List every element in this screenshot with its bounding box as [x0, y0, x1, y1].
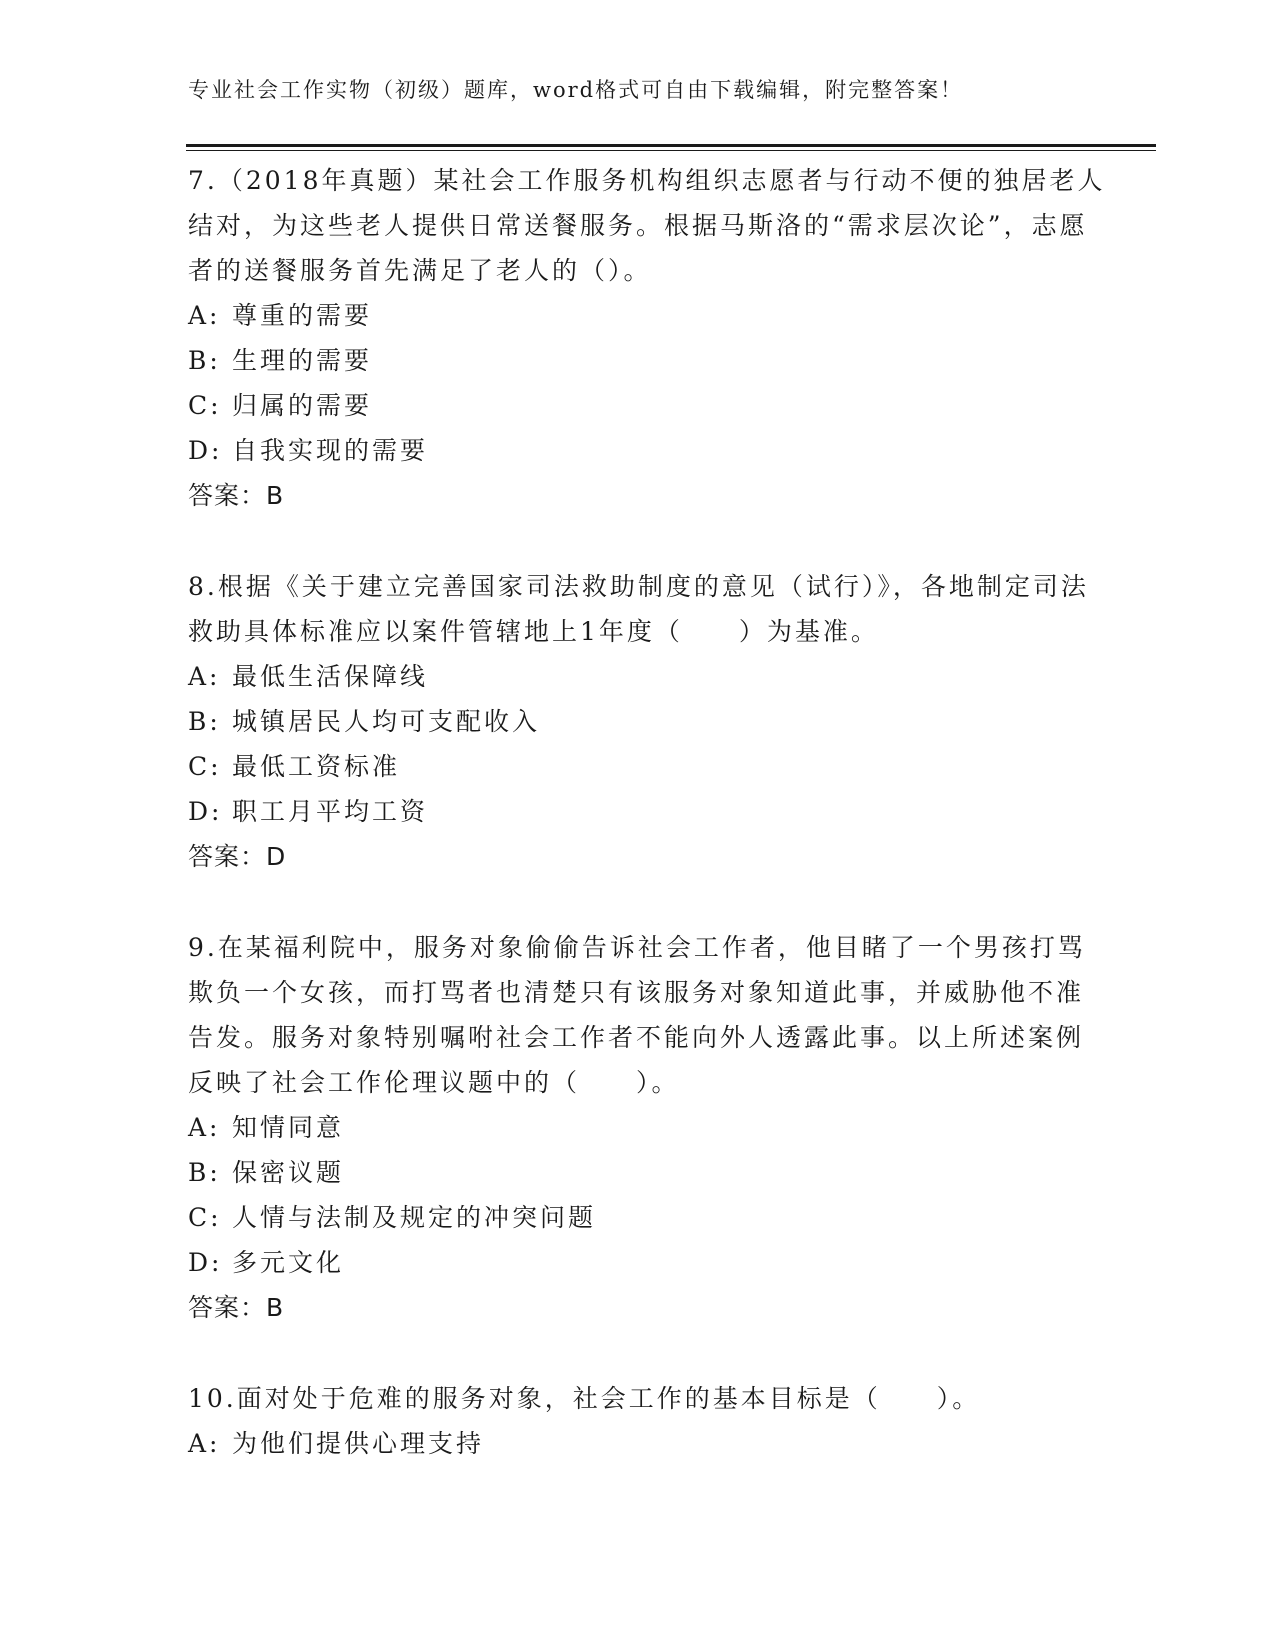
- question-8: [188, 564, 1108, 879]
- option-d: [188, 789, 1108, 834]
- option-text: 生理的需要: [232, 346, 373, 375]
- option-letter: A:: [188, 662, 221, 691]
- option-letter: A:: [188, 301, 221, 330]
- option-d: [188, 1240, 1108, 1285]
- option-text: 自我实现的需要: [232, 436, 429, 465]
- question-stem: 7.（2018年真题）某社会工作服务机构组织志愿者与行动不便的独居老人结对，为这些老人提供日常送餐服务。根据马斯洛的“需求层次论”，志愿者的送餐服务首先满足了老人的（）。: [188, 166, 1106, 285]
- header-rule-thick: [186, 144, 1156, 147]
- page-header: 专业社会工作实物（初级）题库，word格式可自由下载编辑，附完整答案！: [188, 78, 964, 102]
- question-7: [188, 158, 1108, 518]
- question-stem: 8.根据《关于建立完善国家司法救助制度的意见（试行）》，各地制定司法救助具体标准应以案件管辖地上1年度（ ）为基准。: [188, 572, 1089, 646]
- option-letter: D:: [188, 436, 223, 465]
- option-letter: C:: [188, 1203, 222, 1232]
- option-text: 城镇居民人均可支配收入: [232, 707, 541, 736]
- option-a: [188, 293, 1108, 338]
- option-letter: A:: [188, 1429, 221, 1458]
- option-text: 归属的需要: [232, 391, 373, 420]
- option-letter: B:: [188, 707, 221, 736]
- option-b: [188, 338, 1108, 383]
- answer-line: 答案：D: [188, 842, 287, 871]
- option-text: 最低生活保障线: [232, 662, 429, 691]
- option-text: 为他们提供心理支持: [232, 1429, 485, 1458]
- option-letter: C:: [188, 391, 222, 420]
- option-d: [188, 428, 1108, 473]
- option-b: [188, 699, 1108, 744]
- option-letter: B:: [188, 346, 221, 375]
- option-letter: C:: [188, 752, 222, 781]
- option-letter: B:: [188, 1158, 221, 1187]
- option-b: [188, 1150, 1108, 1195]
- answer-line: 答案：B: [188, 481, 285, 510]
- option-text: 多元文化: [232, 1248, 345, 1277]
- option-a: [188, 1105, 1108, 1150]
- option-text: 最低工资标准: [232, 752, 401, 781]
- option-text: 人情与法制及规定的冲突问题: [232, 1203, 597, 1232]
- option-a: [188, 654, 1108, 699]
- question-list: [188, 158, 1108, 1466]
- option-c: [188, 744, 1108, 789]
- option-text: 尊重的需要: [232, 301, 373, 330]
- option-a: [188, 1421, 1108, 1466]
- option-letter: A:: [188, 1113, 221, 1142]
- option-letter: D:: [188, 1248, 223, 1277]
- question-10: [188, 1376, 1108, 1466]
- option-text: 保密议题: [232, 1158, 345, 1187]
- question-stem: 10.面对处于危难的服务对象，社会工作的基本目标是（ ）。: [188, 1384, 981, 1413]
- answer-line: 答案：B: [188, 1293, 285, 1322]
- header-rule-thin: [186, 150, 1156, 151]
- option-text: 知情同意: [232, 1113, 345, 1142]
- option-c: [188, 1195, 1108, 1240]
- option-text: 职工月平均工资: [232, 797, 429, 826]
- option-letter: D:: [188, 797, 223, 826]
- question-stem: 9.在某福利院中，服务对象偷偷告诉社会工作者，他目睹了一个男孩打骂欺负一个女孩，而打骂者也清楚只有该服务对象知道此事，并威胁他不准告发。服务对象特别嘱咐社会工作者不能向外人透露此事。以上所述案例反映了社会工作伦理议题中的（ ）。: [188, 933, 1086, 1097]
- question-9: [188, 925, 1108, 1330]
- option-c: [188, 383, 1108, 428]
